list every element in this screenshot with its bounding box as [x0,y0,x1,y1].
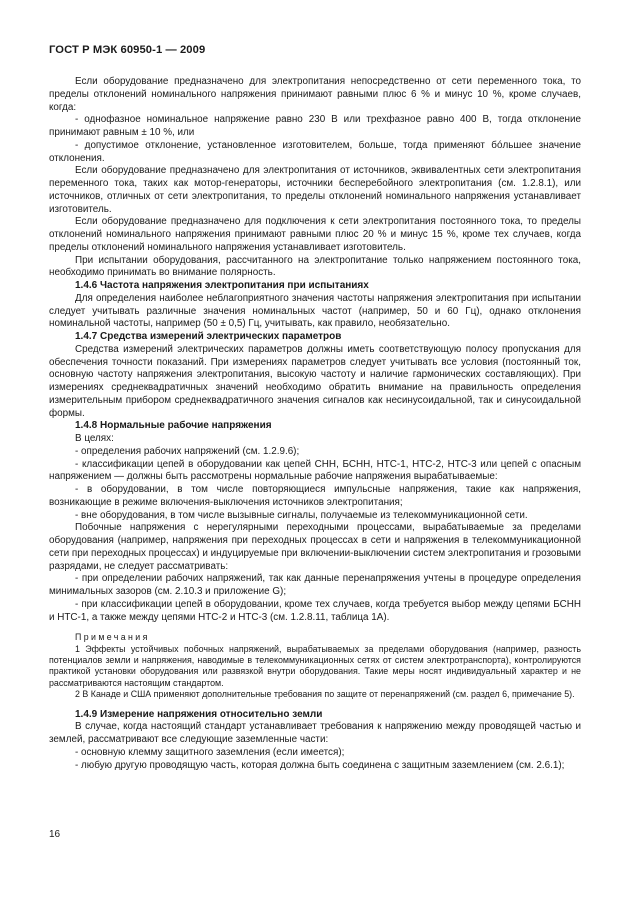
document-body [49,76,581,772]
paragraph: Для определения наиболее неблагоприятного значения частоты напряжения электропитания при испытании следует учитывать различные значения номинальных частот (например, 50 и 60 Гц), однако отклонения номинальной частоты, например (50 ± 0,5) Гц, учитывать, как правило, необязательно. [49,292,581,330]
list-item: - любую другую проводящую часть, которая должна быть соединена с защитным заземлением (см. 2.6.1); [75,759,565,771]
list-item: - однофазное номинальное напряжение равно 230 В или трехфазное равно 400 В, тогда отклонение принимают равным ± 10 %, или [49,114,581,138]
notes-title: Примечания [75,632,150,643]
notes-block [49,632,581,700]
document-header: ГОСТ Р МЭК 60950-1 — 2009 [49,44,206,56]
section-heading-1-4-7: 1.4.7 Средства измерений электрических параметров [75,331,342,342]
paragraph: В целях: [75,433,114,444]
paragraph: Средства измерений электрических параметров должны иметь соответствующую полосу пропускания для обеспечения точности показаний. При измерениях параметров следует учитывать все условия (постоянный ток, основную частоту напряжения электропитания, высокую частоту и наличие гармонических составляющих). При измерениях среднеквадратичных значений необходимо обратить внимание на правильность определения измерительным прибором среднеквадратичного значения сигналов как несинусоидальной, так и синусоидальной формы. [49,343,581,419]
paragraph: Если оборудование предназначено для электропитания непосредственно от сети переменного тока, то пределы отклонений номинального напряжения принимают равными плюс 6 % и минус 10 %, кроме случаев, когда: [49,76,581,113]
section-heading-1-4-8: 1.4.8 Нормальные рабочие напряжения [75,420,272,432]
list-item: - классификации цепей в оборудовании как цепей СНН, БСНН, НТС-1, НТС-2, НТС-3 или цепей с опасным напряжением — должны быть рассмотрены нормальные рабочие напряжения вырабатываемые: [49,458,581,483]
section-heading-1-4-9: 1.4.9 Измерение напряжения относительно земли [75,708,323,720]
note-item: 2 В Канаде и США применяют дополнительные требования по защите от перенапряжений (см. раздел 6, примечание 5). [75,689,575,700]
section-heading-1-4-6: 1.4.6 Частота напряжения электропитания при испытаниях [75,280,369,291]
list-item: - основную клемму защитного заземления (если имеется); [75,746,345,758]
paragraph: При испытании оборудования, рассчитанного на электропитание только напряжением постоянного тока, необходимо принимать во внимание полярность. [49,254,581,279]
paragraph: Если оборудование предназначено для подключения к сети электропитания постоянного тока, то пределы отклонений номинального напряжения принимают равными плюс 20 % и минус 15 %, кроме тех случаев, когда пределы отклонений номинального напряжения устанавливает изготовитель. [49,216,581,253]
list-item: - определения рабочих напряжений (см. 1.2.9.6); [75,445,300,457]
list-item: - допустимое отклонение, установленное изготовителем, больше, тогда применяют бóльшее значение отклонения. [49,139,581,164]
note-item: 1 Эффекты устойчивых побочных напряжений, вырабатываемых за пределами оборудования (например, разность потенциалов земли и напряжения, наводимые в телекоммуникационных сетях от систем электротранспорта), контролируются практикой установки оборудования или развязкой внутри оборудования. Такие меры носят индивидуальный характер и не рассматриваются настоящим стандартом. [49,643,581,688]
list-item: - при определении рабочих напряжений, так как данные перенапряжения учтены в процедуре определения минимальных зазоров (см. 2.10.3 и приложение G); [49,573,581,597]
paragraph: Если оборудование предназначено для электропитания от источников, эквивалентных сети электропитания переменного тока, таких как мотор-генераторы, источники бесперебойного электропитания (см. 1.2.8.1), или источников, отличных от сети электропитания, то пределы отклонений номинального напряжения устанавливает изготовитель. [49,165,581,215]
paragraph: Побочные напряжения с нерегулярными переходными процессами, вырабатываемые за пределами оборудования (например, напряжения при переходных процессах в сети и напряжения в телекоммуникационной сети при переходных процессах) и индуцируемые при включении-выключении систем электропитания и грозовыми разрядами, не следует рассматривать: [49,522,582,572]
page-number: 16 [49,829,61,840]
list-item: - при классификации цепей в оборудовании, кроме тех случаев, когда требуется выбор между цепями БСНН и НТС-1, а также между цепями НТС-2 и НТС-3 (см. 1.2.8.11, таблица 1А). [49,598,581,623]
paragraph: В случае, когда настоящий стандарт устанавливает требования к напряжению между проводящей частью и землей, рассматривают все следующие заземленные части: [49,721,581,746]
list-item: - в оборудовании, в том числе повторяющиеся импульсные напряжения, такие как напряжения, возникающие в режиме включения-выключения источников электропитания; [49,484,581,508]
list-item: - вне оборудования, в том числе вызывные сигналы, получаемые из телекоммуникационной сети. [75,509,528,521]
